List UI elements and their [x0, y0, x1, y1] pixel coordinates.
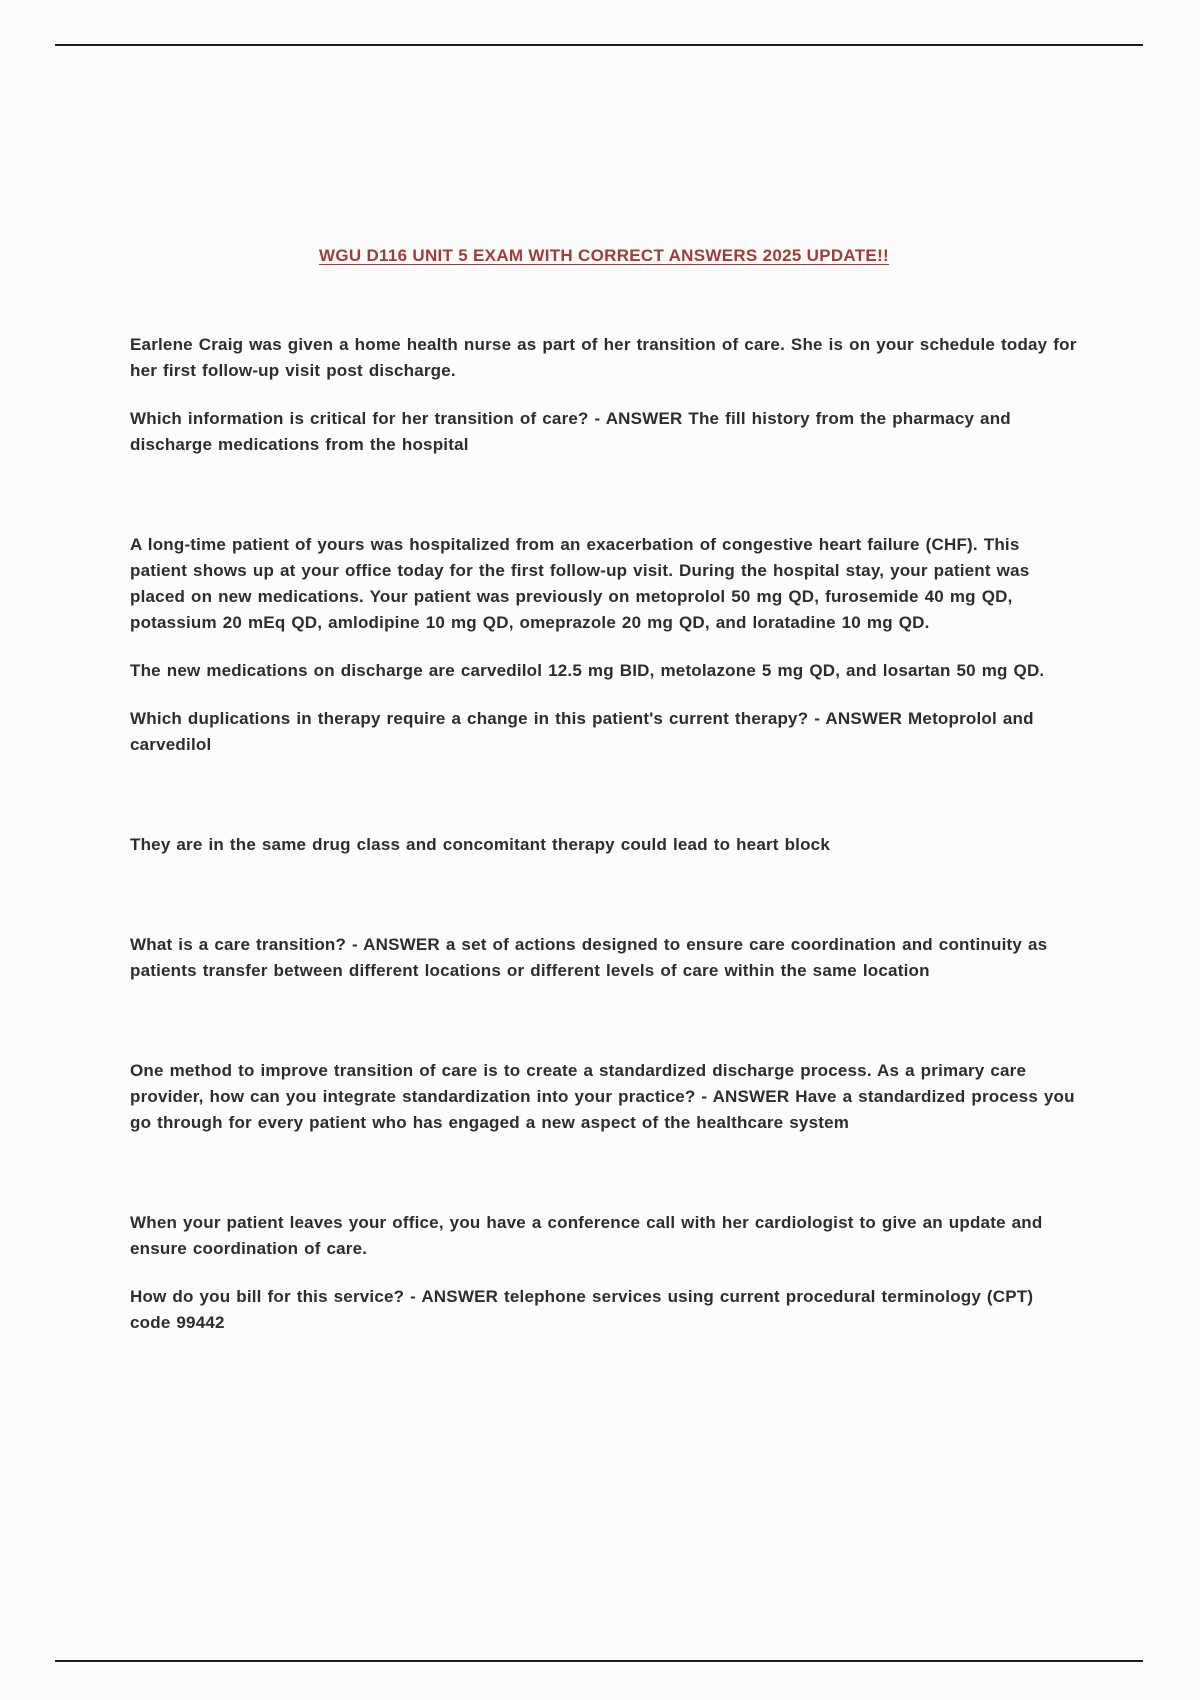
- bottom-rule: [55, 1660, 1143, 1662]
- paragraph: Which information is critical for her transition of care? - ANSWER The fill history from the pharmacy and discharge medications from the hospital: [130, 409, 1011, 454]
- paragraph: Earlene Craig was given a home health nurse as part of her transition of care. She is on your schedule today for her first follow-up visit post discharge.: [130, 335, 1077, 380]
- paragraph: How do you bill for this service? - ANSWER telephone services using current procedural terminology (CPT) code 99442: [130, 1287, 1034, 1332]
- paragraph: What is a care transition? - ANSWER a set of actions designed to ensure care coordination and continuity as patients transfer between different locations or different levels of care within the same location: [130, 935, 1048, 980]
- paragraph: When your patient leaves your office, you have a conference call with her cardiologist to give an update and ensure coordination of care.: [130, 1213, 1043, 1258]
- document-title: WGU D116 UNIT 5 EXAM WITH CORRECT ANSWERS 2025 UPDATE!!: [318, 246, 889, 265]
- paragraph: A long-time patient of yours was hospitalized from an exacerbation of congestive heart failure (CHF). This patient shows up at your office today for the first follow-up visit. During the hospital stay, your patient was placed on new medications. Your patient was previously on metoprolol 50 mg QD, furosemide 40 mg QD, potassium 20 mEq QD, amlodipine 10 mg QD, omeprazole 20 mg QD, and loratadine 10 mg QD.: [130, 535, 1030, 632]
- paragraph: Which duplications in therapy require a change in this patient's current therapy? - ANSWER Metoprolol and carvedilol: [130, 709, 1034, 754]
- document-content: [130, 0, 1078, 1336]
- paragraph: The new medications on discharge are carvedilol 12.5 mg BID, metolazone 5 mg QD, and losartan 50 mg QD.: [130, 661, 1045, 680]
- paragraph: One method to improve transition of care is to create a standardized discharge process. As a primary care provider, how can you integrate standardization into your practice? - ANSWER Have a standardized process you go through for every patient who has engaged a new aspect of the healthcare system: [130, 1061, 1075, 1132]
- paragraph: They are in the same drug class and concomitant therapy could lead to heart block: [130, 835, 830, 854]
